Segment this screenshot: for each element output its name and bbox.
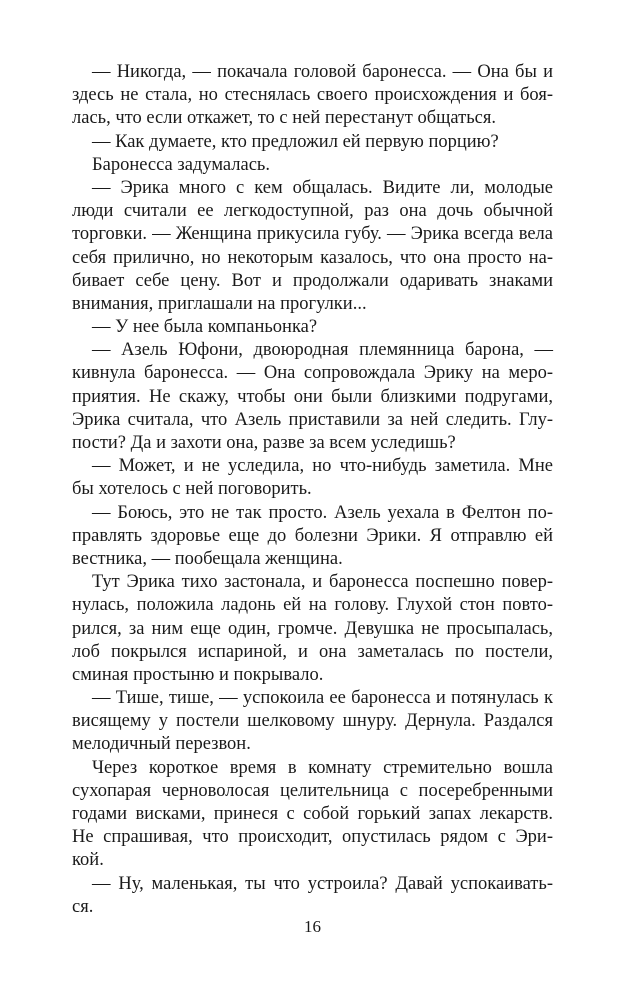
text-line: рился, за ним еще один, громче. Девушка не просыпалась, — [72, 618, 553, 639]
text-line: внимания, приглашали на прогулки... — [72, 293, 367, 314]
text-line: — Никогда, — покачала головой баронесса. — Она бы и — [92, 62, 553, 82]
text-line: пости? Да и захоти она, разве за всем уследишь? — [72, 433, 456, 453]
text-line: себя прилично, но некоторым казалось, что она просто на- — [72, 247, 553, 268]
text-line: — Может, и не уследила, но что-нибудь заметила. Мне — [92, 456, 553, 477]
text-line: лась, что если откажет, то с ней перестанут общаться. — [72, 108, 497, 129]
text-line: — У нее была компаньонка? — [92, 317, 318, 338]
text-line: лоб покрылся испариной, и она заметалась по постели, — [72, 641, 553, 662]
text-line: кивнула баронесса. — Она сопровождала Эрику на меро- — [72, 363, 553, 384]
text-line: ся. — [72, 896, 94, 917]
text-line: люди считали ее легкодоступной, раз она дочь обычной — [72, 201, 553, 222]
text-line: правлять здоровье еще до болезни Эрики. Я отправлю ей — [72, 525, 553, 546]
page-number: 16 — [304, 917, 321, 936]
text-line: Не спрашивая, что происходит, опустилась рядом с Эри- — [72, 827, 553, 848]
text-line: бивает себе цену. Вот и продолжали одаривать знаками — [72, 270, 553, 291]
text-line: — Как думаете, кто предложил ей первую порцию? — [92, 131, 499, 152]
text-line: Через короткое время в комнату стремительно вошла — [92, 757, 553, 778]
body-text — [72, 61, 553, 919]
text-line: сухопарая черноволосая целительница с посеребренными — [72, 780, 553, 801]
text-line: сминая простыню и покрывало. — [72, 664, 324, 685]
text-line: — Боюсь, это не так просто. Азель уехала в Фелтон по- — [92, 502, 553, 523]
text-line: Тут Эрика тихо застонала, и баронесса поспешно повер- — [92, 572, 553, 593]
text-line: — Ну, маленькая, ты что устроила? Давай успокаивать- — [92, 873, 553, 894]
text-line: висящему у постели шелковому шнуру. Дернула. Раздался — [72, 711, 553, 732]
text-line: — Тише, тише, — успокоила ее баронесса и потянулась к — [92, 688, 553, 709]
text-line: бы хотелось с ней поговорить. — [72, 479, 312, 500]
text-line: кой. — [72, 850, 104, 871]
text-line: мелодичный перезвон. — [72, 734, 251, 755]
text-line: здесь не стала, но стеснялась своего происхождения и боя- — [72, 85, 553, 106]
text-line: Эрика считала, что Азель приставили за ней следить. Глу- — [72, 409, 553, 430]
text-line: — Азель Юфони, двоюродная племянница барона, — — [92, 340, 553, 361]
text-line: приятия. Не скажу, чтобы они были близкими подругами, — [72, 386, 553, 407]
text-line: торговки. — Женщина прикусила губу. — Эрика всегда вела — [72, 224, 553, 245]
text-line: вестника, — пообещала женщина. — [72, 548, 343, 569]
text-line: нулась, положила ладонь ей на голову. Глухой стон повто- — [72, 595, 553, 616]
text-line: годами висками, принеся с собой горький запах лекарств. — [72, 804, 553, 824]
text-line: — Эрика много с кем общалась. Видите ли, молодые — [92, 177, 553, 198]
text-line: Баронесса задумалась. — [92, 154, 270, 175]
